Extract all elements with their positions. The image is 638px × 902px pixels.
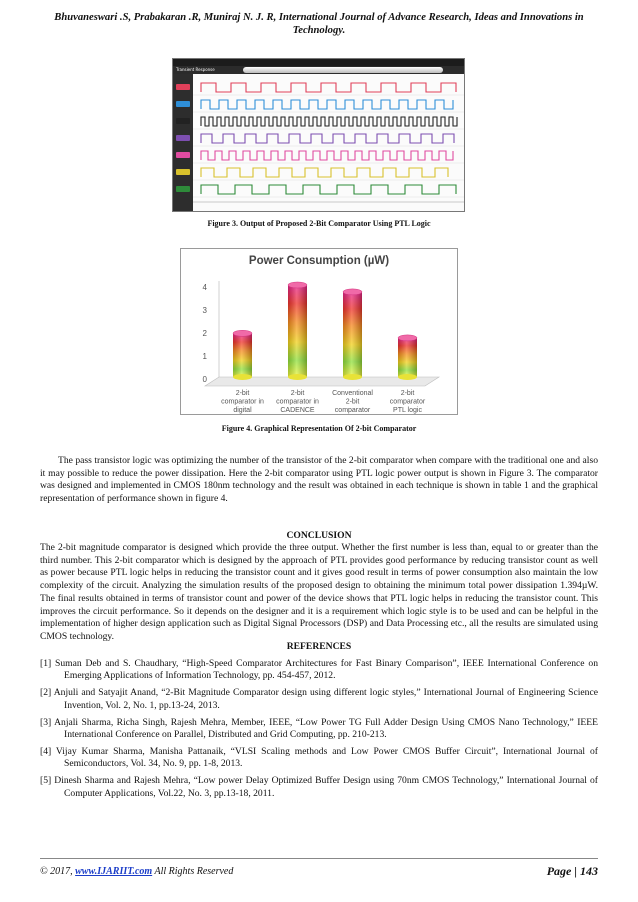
y-tick-label: 1 bbox=[202, 352, 207, 361]
reference-item: [2] Anjuli and Satyajit Anand, “2-Bit Magnitude Comparator design using different logic styles,” International Journal of Engineering Science Invention, Vol. 2, No. 1, pp.13-24, 2013. bbox=[40, 687, 598, 711]
figure3-caption: Figure 3. Output of Proposed 2-Bit Comparator Using PTL Logic bbox=[207, 219, 431, 228]
footer-copyright bbox=[40, 866, 233, 877]
screenshot-scroll-tube bbox=[243, 67, 443, 73]
signal-label-chip bbox=[176, 186, 190, 192]
x-tick-label: 2-bit bbox=[290, 390, 305, 397]
y-tick-label: 2 bbox=[202, 329, 207, 338]
signal-list-panel bbox=[173, 74, 193, 211]
bar-top bbox=[288, 282, 307, 288]
conclusion-heading: CONCLUSION bbox=[286, 530, 352, 541]
x-tick-label: 2-bit bbox=[235, 390, 250, 397]
signal-label-chip bbox=[176, 84, 190, 90]
x-tick-label: PTL logic bbox=[393, 407, 422, 415]
signal-label-chip bbox=[176, 101, 190, 107]
bar-shading bbox=[398, 338, 417, 377]
chart-title: Power Consumption (µW) bbox=[248, 255, 390, 267]
signal-label-chip bbox=[176, 118, 190, 124]
screenshot-tab: Transient Response bbox=[176, 67, 215, 72]
screenshot-toolbar bbox=[173, 66, 464, 74]
conclusion-text: The 2-bit magnitude comparator is designed which provide the three output. Whether the first number is less than, equal to or greater than the third number. This 2-bit comparator which is designed by the approach of PTL provides good performance by reducing transistor count as well as power because PTL logic helps in reducing the transistor count and it gives good result in terms of power consumption also maintain the low complexity of the circuit. Analyzing the simulation results of the proposed design to obtaining the minimum total power dissipation 1.394µW. The final results obtained in terms of transistor count and power of the device shows that PTL logic helps in reducing the transistor count. This improves the circuit performance. So it depends on the designer and it is a requirement which logic style is to be used and can be helpful in the implementation of higher design application such as Digital Signal Processors (DSP) and Data Processing etc., all the results are simulated using CMOS technology. bbox=[40, 542, 598, 642]
signal-label-chip bbox=[176, 169, 190, 175]
bar-shading bbox=[233, 333, 252, 377]
y-tick-label: 4 bbox=[202, 283, 207, 292]
x-tick-label: 2-bit bbox=[345, 398, 360, 406]
footer-divider bbox=[40, 858, 598, 859]
chart-plot bbox=[181, 249, 459, 416]
page-number: Page | 143 bbox=[546, 864, 598, 878]
screenshot-titlebar bbox=[173, 59, 464, 66]
x-tick-label: comparator in bbox=[276, 398, 319, 406]
figure4-caption: Figure 4. Graphical Representation Of 2-bit Comparator bbox=[221, 424, 417, 433]
bar-shading bbox=[343, 292, 362, 377]
x-tick-label: comparator in bbox=[221, 398, 264, 406]
waveform-plot bbox=[193, 74, 465, 212]
y-tick-label: 3 bbox=[202, 306, 207, 315]
running-header: Bhuvaneswari .S, Prabakaran .R, Muniraj N. J. R, International Journal of Advance Research, Ideas and Innovations in Technology. bbox=[54, 12, 584, 36]
bar-top bbox=[398, 335, 417, 341]
waveform-screenshot bbox=[172, 58, 465, 212]
x-tick-label: Conventional bbox=[332, 390, 373, 397]
references-heading: REFERENCES bbox=[286, 641, 352, 652]
x-tick-label: comparator bbox=[334, 407, 371, 415]
body-paragraph: The pass transistor logic was optimizing the number of the transistor of the 2-bit comparator when compare with the traditional one and also it may possible to reduce the power dissipation. Here the 2-bit comparator using PTL logic power output is shown in Figure 3. The comparator was designed and implemented in CMOS 180nm technology and the result was obtained in each technique is shown in table 1 and the graphical representation of performance shown in figure 4. bbox=[40, 455, 598, 505]
reference-item: [1] Suman Deb and S. Chaudhary, “High-Speed Comparator Architectures for Fast Binary Comparison”, IEEE International Conference on Emerging Applications of Information Technology, pp. 454-457, 2012. bbox=[40, 658, 598, 682]
copyright-prefix: © 2017, bbox=[40, 866, 76, 877]
x-tick-label: digital bbox=[233, 407, 252, 415]
bar-base bbox=[288, 374, 307, 380]
references-list bbox=[40, 658, 598, 805]
journal-link[interactable]: www.IJARIIT.com bbox=[75, 866, 153, 877]
bar-base bbox=[233, 374, 252, 380]
x-tick-label: 2-bit bbox=[400, 390, 415, 397]
power-chart bbox=[180, 248, 458, 415]
copyright-suffix: All Rights Reserved bbox=[152, 866, 234, 877]
signal-label-chip bbox=[176, 152, 190, 158]
reference-item: [3] Anjali Sharma, Richa Singh, Rajesh Mehra, Member, IEEE, “Low Power TG Full Adder Design Using CMOS Nano Technology,” IEEE International Conference on Parallel, Distributed and Grid Computing, pp. 210-213. bbox=[40, 716, 598, 741]
y-tick-label: 0 bbox=[202, 375, 207, 384]
bar-top bbox=[343, 289, 362, 295]
bar-base bbox=[398, 374, 417, 380]
reference-item: [4] Vijay Kumar Sharma, Manisha Pattanaik, “VLSI Scaling methods and Low Power CMOS Buffer Circuit”, International Journal of Semiconductors, Vol. 34, No. 9, pp. 1-8, 2013. bbox=[40, 745, 598, 770]
bar-shading bbox=[288, 285, 307, 377]
bar-top bbox=[233, 330, 252, 336]
x-tick-label: CADENCE bbox=[280, 407, 315, 415]
reference-item: [5] Dinesh Sharma and Rajesh Mehra, “Low power Delay Optimized Buffer Design using 70nm CMOS Technology,” International Journal of Computer Applications, Vol.22, No. 3, pp.13-18, 2011. bbox=[40, 775, 598, 799]
x-tick-label: comparator bbox=[389, 398, 426, 406]
bar-base bbox=[343, 374, 362, 380]
signal-label-chip bbox=[176, 135, 190, 141]
